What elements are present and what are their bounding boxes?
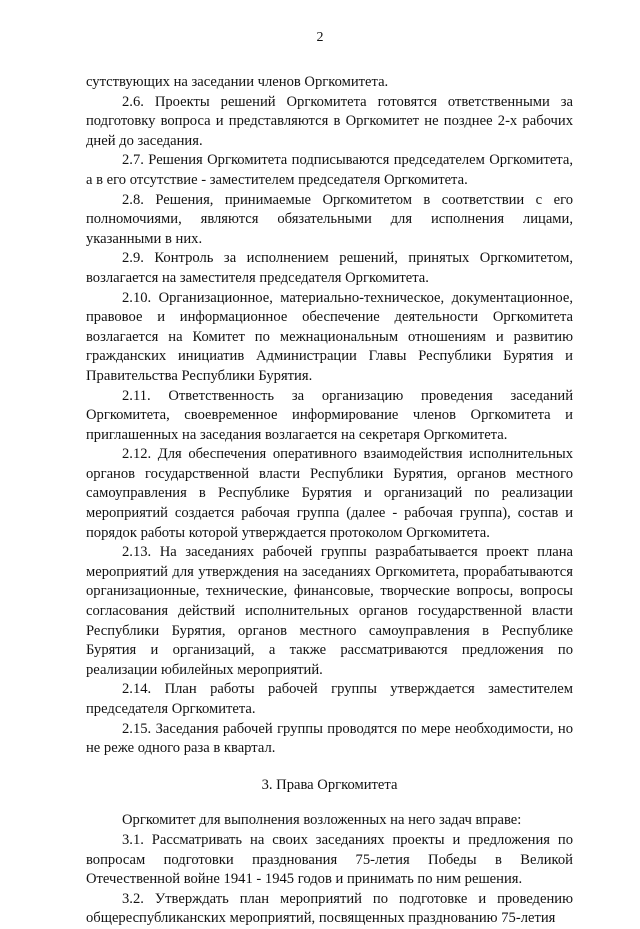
page-number: 2	[316, 30, 324, 45]
paragraph-continuation: сутствующих на заседании членов Оргкомитета.	[86, 74, 389, 90]
document-body	[86, 73, 573, 929]
paragraph-2-11: 2.11. Ответственность за организацию проведения заседаний Оргкомитета, своевременное информирование членов Оргкомитета и приглашенных на заседания возлагается на секретаря Оргкомитета.	[86, 387, 573, 443]
paragraph-2-15: 2.15. Заседания рабочей группы проводятся по мере необходимости, но не реже одного раза в квартал.	[86, 720, 573, 757]
paragraph-2-12: 2.12. Для обеспечения оперативного взаимодействия исполнительных органов государственной власти Республики Бурятия, органов местного самоуправления в Республике Бурятия и организаций по реализации мероприятий создается рабочая группа (далее - рабочая группа), состав и порядок работы которой утверждается протоколом Оргкомитета.	[86, 446, 573, 541]
paragraph-3-1: 3.1. Рассматривать на своих заседаниях проекты и предложения по вопросам подготовки празднования 75-летия Победы в Великой Отечественной войне 1941 - 1945 годов и принимать по ним решения.	[86, 831, 573, 888]
paragraph-2-14: 2.14. План работы рабочей группы утверждается заместителем председателя Оргкомитета.	[86, 681, 573, 717]
paragraph-2-10: 2.10. Организационное, материально-техническое, документационное, правовое и информационное обеспечение деятельности Оргкомитета возлагается на Комитет по межнациональным отношениям и развитию гражданских инициатив Администрации Главы Республики Бурятия и Правительства Республики Бурятия.	[86, 289, 573, 384]
paragraph-3-2: 3.2. Утверждать план мероприятий по подготовке и проведению общереспубликанских мероприятий, посвященных празднованию 75-летия	[86, 890, 573, 927]
paragraph-2-9: 2.9. Контроль за исполнением решений, принятых Оргкомитетом, возлагается на заместителя председателя Оргкомитета.	[86, 250, 573, 286]
paragraph-2-8: 2.8. Решения, принимаемые Оргкомитетом в соответствии с его полномочиями, являются обязательными для исполнения лицами, указанными в них.	[86, 191, 573, 247]
section-heading: 3. Права Оргкомитета	[261, 776, 398, 793]
paragraph-2-6: 2.6. Проекты решений Оргкомитета готовятся ответственными за подготовку вопроса и представляются в Оргкомитет не позднее 2-х рабочих дней до заседания.	[86, 93, 573, 149]
paragraph-3-intro: Оргкомитет для выполнения возложенных на него задач вправе:	[122, 812, 522, 829]
paragraph-2-13: 2.13. На заседаниях рабочей группы разрабатывается проект плана мероприятий для утверждения на заседаниях Оргкомитета, прорабатываются организационные, технические, финансовые, творческие вопросы, вопросы согласования действий исполнительных органов государственной власти Республики Бурятия, органов местного самоуправления в Республике Бурятия и организаций, а также рассматриваются предложения по реализации юбилейных мероприятий.	[86, 544, 573, 678]
paragraph-2-7: 2.7. Решения Оргкомитета подписываются председателем Оргкомитета, а в его отсутствие - заместителем председателя Оргкомитета.	[86, 152, 573, 188]
